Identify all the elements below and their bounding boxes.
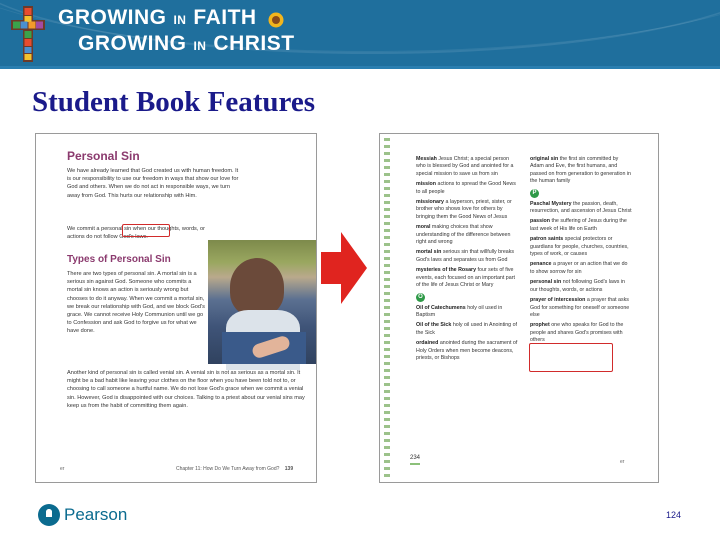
glossary-definition: four sets of five events, each focused on an important part of the life of Jesus Christ or Mary — [416, 267, 515, 289]
glossary-letter-badge: O — [416, 293, 425, 302]
glossary-definition: a prayer or an action that we do to show sorrow for sin — [530, 261, 628, 275]
banner-divider — [0, 66, 720, 69]
brand-line-1 — [58, 6, 284, 30]
glossary-term: mortal sin — [416, 249, 442, 256]
page-edge-decoration — [384, 138, 390, 478]
glossary-term: Messiah — [416, 156, 437, 162]
glossary-definition: the passion, death, resurrection, and ascension of Jesus Christ — [530, 200, 632, 215]
glossary-entry — [530, 156, 632, 186]
glossary-entry — [416, 199, 518, 221]
glossary-definition: holy oil used in Anointing of the Sick — [416, 322, 518, 336]
glossary-term: Oil of the Sick — [416, 322, 452, 329]
circled-sentence: We commit a personal sin when our thoughts, words, or actions do not follow God's laws. — [67, 226, 205, 241]
glossary-definition: actions to spread the Good News to all people — [416, 181, 516, 195]
page-number-bar — [410, 463, 420, 465]
brand-word: IN — [173, 13, 187, 27]
student-photo — [208, 240, 316, 364]
page-number: 234 — [410, 455, 421, 461]
glossary-letter-badge: P — [530, 189, 539, 198]
glossary-definition: not following God's laws in our thoughts, words, or actions — [530, 279, 625, 293]
intro-paragraph: We have already learned that God created us with human freedom. It is our responsibility to use our freedom in ways that show our love for God and others. When we do not act in responsible ways, we turn away from God. This hurts our relationship with Him. — [67, 168, 239, 199]
glossary-definition: Jesus Christ; a special person who is blessed by God and anointed for a special mission to save us from sin — [416, 156, 514, 177]
glossary-entry — [416, 305, 518, 320]
glossary-term: Oil of Catechumens — [416, 304, 466, 311]
glossary-entry — [416, 267, 518, 289]
brand-line-2 — [78, 32, 295, 56]
glossary-definition: a layperson, priest, sister, or brother who shows love for others by bringing them the Good News of Jesus — [416, 199, 512, 220]
student-book-page-right — [379, 133, 659, 483]
subheading: Types of Personal Sin — [67, 254, 171, 265]
page-footer-text: er — [620, 459, 625, 465]
glossary-term: mission — [416, 181, 437, 188]
glossary-entry — [416, 181, 518, 196]
brand-word: CHRIST — [213, 32, 295, 55]
arrow-right-icon — [321, 232, 367, 304]
glossary-definition: one who speaks for God to the people and shares God's promises with others — [530, 322, 624, 344]
glossary-entry — [416, 249, 518, 264]
glossary-term: ordained — [416, 340, 439, 347]
glossary-definition: the first sin committed by Adam and Eve, the first humans, and passed on from generation to generation in the human family — [530, 156, 632, 185]
glossary-entry — [530, 322, 632, 344]
glossary-term: prophet — [530, 322, 550, 329]
glossary-entry — [416, 340, 518, 362]
glossary-term: penance — [530, 261, 552, 268]
glossary-definition: serious sin that willfully breaks God's laws and separates us from God — [416, 249, 515, 263]
glossary-column-2 — [530, 156, 632, 348]
glossary-term: prayer of intercession — [530, 297, 586, 304]
glossary-entry — [530, 218, 632, 233]
glossary-term: passion — [530, 218, 551, 225]
brand-word: FAITH — [193, 6, 257, 29]
body-paragraph: There are two types of personal sin. A mortal sin is a serious sin against God. Someone who commits a mortal sin knows an action is seriously wrong but chooses to do it anyway. When we commit a mortal sin, we break our relationship with God, and we block God's grace. We cannot receive Holy Communion until we go to Confession and ask God to forgive us for what we have done. — [67, 271, 205, 335]
glossary-entry — [530, 297, 632, 319]
highlight-circle — [122, 224, 170, 237]
glossary-definition: the suffering of Jesus during the last week of His life on Earth — [530, 218, 627, 232]
header-banner — [0, 0, 720, 68]
brand-word: GROWING — [78, 32, 187, 55]
glossary-term: missionary — [416, 199, 444, 206]
glossary-definition: a prayer that asks God for something for oneself or someone else — [530, 297, 630, 318]
highlight-circle — [529, 343, 613, 372]
glossary-entry — [530, 279, 632, 294]
chapter-label: Chapter 11: How Do We Turn Away from God? — [176, 466, 280, 472]
glossary-entry — [530, 201, 632, 216]
body-paragraph: Another kind of personal sin is called venial sin. A venial sin is not as serious as a mortal sin. It might be a bad habit like leaving your clothes on the floor when you have been told not to, or choosing to call someone a hurtful name. We do not lose God's grace when we commit a venial sin. However, God is disappointed with our choices. Talking to a priest about our venial sins may keep us from the habit of committing them again. — [67, 370, 305, 409]
cross-logo-icon — [8, 4, 48, 64]
slide-number: 124 — [666, 510, 682, 520]
glossary-entry — [530, 236, 632, 258]
glossary-term: personal sin — [530, 279, 562, 286]
glossary-entry — [416, 322, 518, 337]
glossary-column-1 — [416, 156, 518, 365]
photo-figure — [230, 258, 284, 316]
brand-word: IN — [193, 39, 207, 53]
glossary-entry — [416, 156, 518, 178]
glossary-definition: anointed during the sacrament of Holy Orders when men become deacons, priests, or Bishops — [416, 340, 518, 361]
glossary-definition: holy oil used in Baptism — [416, 304, 503, 318]
page-footer-chapter — [176, 466, 293, 472]
pearson-brand: Pearson — [64, 505, 128, 524]
slide-title: Student Book Features — [32, 86, 316, 118]
brand-word: GROWING — [58, 6, 167, 29]
glossary-term: mysteries of the Rosary — [416, 267, 477, 274]
glossary-term: patron saints — [530, 236, 564, 243]
glossary-term: moral — [416, 224, 431, 231]
page-footer-text: er — [60, 466, 65, 472]
glossary-term: original sin — [530, 156, 559, 162]
glossary-entry — [530, 261, 632, 276]
glossary-definition: making choices that show understanding of the difference between right and wrong — [416, 224, 511, 246]
glossary-definition: special protectors or guardians for people, churches, countries, types of work, or causes — [530, 236, 629, 258]
page-number: 139 — [284, 466, 294, 472]
glossary-term: Paschal Mystery — [530, 200, 572, 207]
page-heading: Personal Sin — [67, 149, 140, 163]
sunflower-icon — [268, 12, 284, 28]
glossary-entry — [416, 224, 518, 246]
pearson-logo-icon — [38, 504, 60, 526]
student-book-page-left — [35, 133, 317, 483]
